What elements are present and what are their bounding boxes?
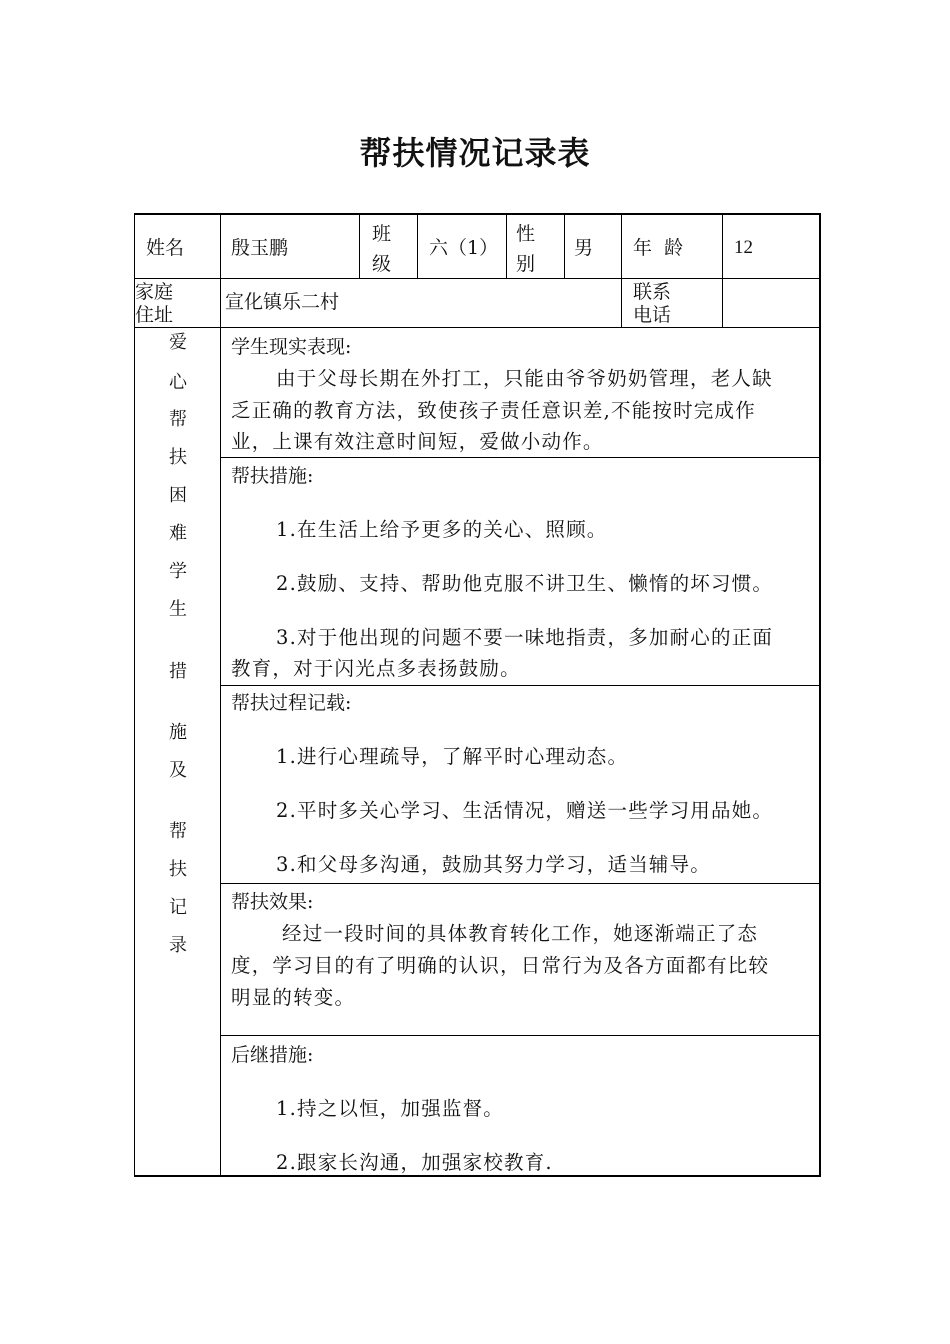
- row-divider: [134, 278, 821, 279]
- followup-item: 2.跟家长沟通，加强家校教育.: [276, 1151, 553, 1174]
- gender-label-line1: 性: [516, 223, 536, 245]
- followup-heading: 后继措施:: [231, 1044, 314, 1066]
- table-border-right: [819, 213, 821, 1177]
- row-divider: [134, 327, 821, 328]
- address-label-line2: 住址: [135, 304, 174, 326]
- side-char: 施: [169, 722, 187, 743]
- address-label-line1: 家庭: [135, 281, 174, 303]
- table-border-left: [134, 213, 135, 1177]
- name-label: 姓名: [146, 237, 185, 259]
- effect-line: 经过一段时间的具体教育转化工作，她逐渐端正了态: [282, 922, 759, 945]
- phone-label-line2: 电话: [633, 304, 672, 326]
- name-value: 殷玉鹏: [231, 237, 289, 259]
- side-char: 困: [169, 485, 187, 506]
- side-char: 录: [169, 935, 187, 956]
- followup-item: 1.持之以恒，加强监督。: [276, 1097, 505, 1120]
- measures-item: 1.在生活上给予更多的关心、照顾。: [276, 518, 608, 541]
- effect-heading: 帮扶效果:: [231, 891, 314, 913]
- side-char: 爱: [169, 332, 187, 353]
- side-char: 心: [169, 372, 187, 393]
- col-divider: [722, 213, 723, 327]
- process-heading: 帮扶过程记载:: [231, 692, 352, 714]
- effect-line: 度，学习目的有了明确的认识，日常行为及各方面都有比较: [231, 954, 770, 977]
- gender-value: 男: [574, 237, 594, 259]
- section-divider: [220, 883, 821, 884]
- page-title: 帮扶情况记录表: [359, 134, 591, 172]
- col-divider: [564, 213, 565, 278]
- gender-label-line2: 别: [516, 253, 536, 275]
- side-char: 记: [169, 897, 187, 918]
- process-item: 2.平时多关心学习、生活情况，赠送一些学习用品她。: [276, 799, 774, 822]
- col-divider: [359, 213, 360, 278]
- section-divider: [220, 685, 821, 686]
- side-char: 帮: [169, 821, 187, 842]
- measures-heading: 帮扶措施:: [231, 465, 314, 487]
- side-char: 措: [169, 661, 187, 682]
- age-label: 年 龄: [633, 237, 684, 259]
- col-divider: [506, 213, 507, 278]
- side-char: 扶: [169, 447, 187, 468]
- measures-item: 2.鼓励、支持、帮助他克服不讲卫生、懒惰的坏习惯。: [276, 572, 774, 595]
- side-char: 及: [169, 760, 187, 781]
- process-item: 3.和父母多沟通，鼓励其努力学习，适当辅导。: [276, 853, 712, 876]
- age-value: 12: [734, 237, 753, 258]
- side-char: 难: [169, 523, 187, 544]
- reality-line: 由于父母长期在外打工，只能由爷爷奶奶管理，老人缺: [276, 367, 773, 390]
- measures-item: 3.对于他出现的问题不要一味地指责，多加耐心的正面: [276, 626, 774, 649]
- process-item: 1.进行心理疏导，了解平时心理动态。: [276, 745, 629, 768]
- effect-line: 明显的转变。: [231, 986, 356, 1009]
- col-divider: [220, 213, 221, 1177]
- table-border-top: [134, 213, 821, 215]
- side-char: 生: [169, 599, 187, 620]
- class-value: 六（1）: [429, 237, 499, 259]
- measures-item: 教育，对于闪光点多表扬鼓励。: [231, 657, 521, 680]
- reality-heading: 学生现实表现:: [231, 336, 352, 358]
- reality-line: 乏正确的教育方法，致使孩子责任意识差,不能按时完成作: [231, 399, 756, 422]
- side-char: 帮: [169, 409, 187, 430]
- reality-line: 业，上课有效注意时间短，爱做小动作。: [231, 430, 604, 453]
- phone-label-line1: 联系: [633, 281, 672, 303]
- class-label-line1: 班: [372, 223, 392, 245]
- col-divider: [621, 213, 622, 327]
- section-divider: [220, 1035, 821, 1036]
- side-char: 扶: [169, 859, 187, 880]
- class-label-line2: 级: [372, 253, 392, 275]
- address-value: 宣化镇乐二村: [225, 291, 340, 313]
- side-char: 学: [169, 561, 187, 582]
- col-divider: [417, 213, 418, 278]
